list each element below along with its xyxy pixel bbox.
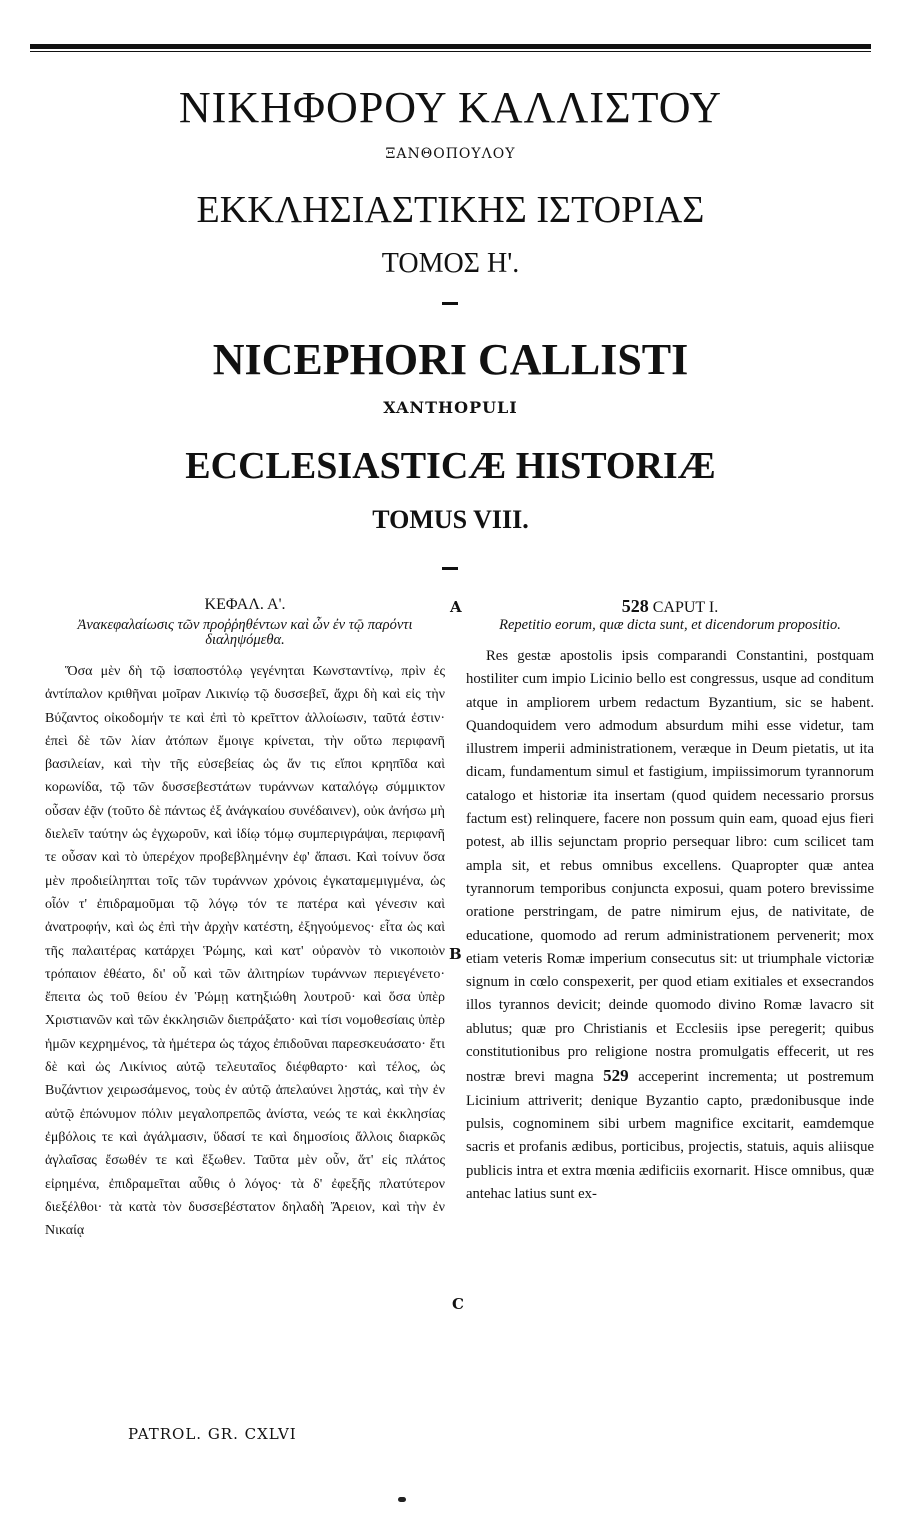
greek-chapter-summary: Ἀνακεφαλαίωσις τῶν προῤῥηθέντων καὶ ὧν ἐν τῷ παρόντι διαληψόμεθα.	[77, 617, 413, 648]
latin-chapter-label: CAPUT I.	[652, 599, 719, 616]
greek-work-title: ΕΚΚΛΗΣΙΑΣΤΙΚΗΣ ΙΣΤΟΡΙΑΣ	[196, 189, 705, 231]
greek-chapter-heading: ΚΕΦΑΛ. Α'.	[204, 596, 286, 613]
latin-chapter-heading	[466, 596, 874, 618]
page-number-529: 529	[603, 1066, 629, 1086]
greek-paragraph: Ὅσα μὲν δὴ τῷ ἰσαποστόλῳ γεγένηται Κωνσταντίνῳ, πρὶν ἐς ἀντίπαλον κριθῆναι μοῖραν Λικινίῳ τῷ δυσσεβεῖ, ἄχρι δὴ καὶ εἰς τὴν Βύζαντος οἰκοδομήν τε καὶ ἐπὶ τὸ κρεῖττον ἀλλοίωσιν, ταῦτά ἐστιν· ἐπεὶ δὲ τῶν λίαν ἀτόπων ἔμοιγε κρίνεται, τὴν οὕτω περιφανῆ βασιλείαν, καὶ τὴν τῆς εὐσεβείας ὡς ἄν τις εἴποι κρηπῖδα καὶ κορωνίδα, τῷ τῶν δυσσεβεστάτων τυράννων καταλόγῳ σύμμικτον οὖσαν ἐᾷν (τοῦτο δὲ πάντως ἐξ ἀνάγκαίου συνέδαινεν), οὐκ ἀνήσω μὴ διελεῖν ταύτην ὡς ἐγχωροῦν, καὶ ἰδίῳ τόμῳ συμπεριγράψαι, περιφανῆ τε οὖσαν καὶ τὸ ὑπερέχον προβεβλημένην ἐφ' ἅπασι. Καὶ τοίνυν ὅσα μὲν προδιείληπται τοῖς τῶν τυράννων χρόνοις ἐγκαταμεμιγμένα, ὡς οἷόν τ' ἐπιδραμοῦμαι τῷ λόγῳ τόν τε πατέρα καὶ γένεσιν καὶ ἀνατροφήν, καὶ ὡς ἐπὶ τὴν ἀρχὴν κατέστη, ἐξηγούμενος· εἶτα ὡς καὶ τῆς παλαιτέρας κατάρχει Ῥώμης, καὶ κατ' οὐρανὸν τὸ νικοποιὸν τρόπαιον ἐθέατο, δι' οὗ καὶ τῶν ἀλιτηρίων τυράννων περιεγένετο· ἔπειτα ὡς τοῦ θείου ἐν Ῥώμῃ κατηξιώθη λουτροῦ· καὶ ὅσα ὑπὲρ Χριστιανῶν καὶ τῶν ἐκκλησιῶν διεπράξατο· καὶ τίσι νομοθεσίαις ὑπὲρ ἡμῶν κεχρημένος, τὰ ἡμέτερα ὡς τάχος ἐπιδοῦναι παρεσκευάσατο· ἔτι δὲ καὶ ὡς Λικίνιος αὐτῷ τελευταῖος διέφθαρτο· καὶ τέλος, ὡς Βυζάντιον χειρωσάμενος, τοὺς ἐν αὐτῷ ἀπελαύνει λῃστάς, καὶ τὴν ἐν αὐτῷ ἐπώνυμον πόλιν μεγαλοπρεπῶς ἀνίστα, νεώς τε καὶ ἐκκλησίας ἐμβόλοις τε καὶ ἀγάλμασιν, ὕδασί τε καὶ δημοσίοις ἄλλοις διαρκῶς ἀγλαΐσας ἔσωθέν τε καὶ ἔξωθεν. Ταῦτα μὲν οὖν, ἅτ' εἰς πλάτος εἰρημένα, ἐπιδραμεῖται αὖθις ὁ λόγος· τὰ δ' ἐφεξῆς πλατύτερον διεξέλθοι· τὰ κατὰ τὸν δυσσεβέστατον δηλαδὴ Ἄρειον, καὶ τὴν ἐν Νικαίᾳ	[45, 664, 445, 1239]
latin-volume: TOMUS VIII.	[372, 505, 529, 534]
latin-chapter-summary: Repetitio eorum, quæ dicta sunt, et dicendorum propositio.	[499, 617, 841, 633]
top-rule-thin	[30, 51, 871, 52]
ink-speck	[398, 1497, 406, 1502]
greek-body-text	[45, 660, 445, 1242]
margin-marker-a: A	[450, 598, 462, 616]
top-rule-thick	[30, 44, 871, 49]
latin-body-text	[466, 645, 874, 1206]
margin-marker-c: C	[452, 1295, 464, 1313]
greek-author-title: ΝΙΚΗΦΟΡΟΥ ΚΑΛΛΙΣΤΟΥ	[178, 83, 723, 132]
greek-surname: ΞΑΝΘΟΠΟΥΛΟΥ	[385, 146, 516, 162]
page-footer-signature: PATROL. GR. CXLVI	[128, 1425, 297, 1443]
greek-volume: ΤΟΜΟΣ Η'.	[381, 248, 520, 279]
title-divider-1	[442, 302, 458, 305]
latin-text-part-1: Res gestæ apostolis ipsis comparandi Constantini, postquam hostiliter cum impio Licinio bello est congressus, usque ad conditum atque in ampliorem urbem redactum Byzantium, sic se habent. Quandoquidem vero admodum absurdum mihi esse videtur, tam illustrem imperii administrationem, veræque in Deum pietatis, ut ita dicam, fundamentum simul et fastigium, impiissimorum tyrannorum catalogo et historiæ ita insertam (quod quidem necessario prorsus factum est) relinquere, facere non possum quin eam, quoad ejus fieri potest, ab illis sejunctam proprio persequar libro: cum scilicet tam ampla sit, et rebus omnibus excellens. Quapropter quæ antea tyrannorum temporibus conjuncta exposui, quam potero brevissime oratione perstringam, de patre nimirum ejus, de nativitate, de educatione, quomodo ad rerum administrationem pervenerit; mox etiam veteris Romæ imperium consecutus sit: ut triumphale victoriæ signum in cœlo conspexerit, per quod etiam exitiales et exsecrandos illos tyrannos devicit; deinde quomodo divino Romæ lavacro sit ablutus; quæ pro Christianis et Ecclesiis ipse peregerit; quibus constitutionibus pro religione nostra promulgatis effecerit, ut res nostræ brevi magna	[466, 648, 874, 1086]
latin-text-part-2: acceperint incrementa; ut postremum Licinium attriverit; denique Byzantio capto, prædonibusque inde pulsis, cognominem sibi urbem magnifice excitarit, eamdemque sacris et profanis ædibus, porticibus, projectis, statuis, aquis aliisque publicis intra et extra mœnia ædificiis exornarit. Hisce omnibus, quæ antehac latius sunt ex-	[466, 1069, 874, 1202]
page-number-528: 528	[621, 596, 649, 616]
title-divider-2	[442, 567, 458, 570]
greek-column	[45, 596, 445, 1242]
latin-column	[466, 596, 874, 1206]
latin-surname: XANTHOPULI	[383, 398, 518, 417]
margin-marker-b: B	[449, 945, 462, 963]
latin-paragraph	[466, 645, 874, 1206]
latin-work-title: ECCLESIASTICÆ HISTORIÆ	[185, 445, 716, 487]
latin-author-title: NICEPHORI CALLISTI	[212, 335, 689, 384]
